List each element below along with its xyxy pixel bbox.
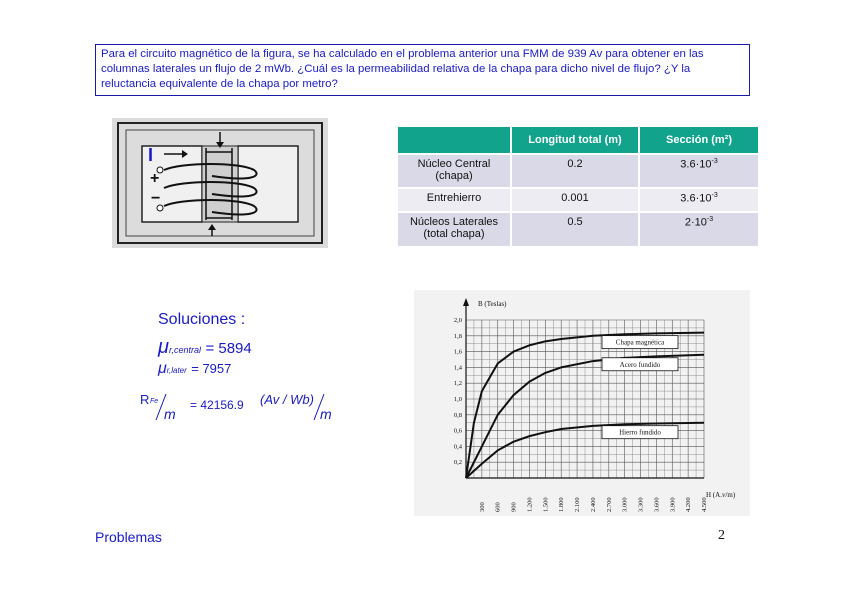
- y-tick-label: 1,0: [453, 396, 462, 403]
- x-tick-label: 2.100: [574, 497, 582, 512]
- row-name: Entrehierro: [398, 188, 511, 212]
- plus-sign: +: [150, 170, 160, 187]
- legend-label: Acero fundido: [619, 360, 661, 369]
- y-tick-label: 1,6: [453, 348, 462, 356]
- x-tick-label: 4.200: [685, 497, 693, 512]
- table-header-row: [398, 127, 759, 154]
- header-cell-empty: [398, 127, 511, 154]
- footer-label: Problemas: [95, 529, 162, 545]
- reluctance-formula: R Fe m = 42156.9 (Av / Wb) m: [140, 392, 332, 422]
- row-length: 0.001: [511, 188, 639, 212]
- legend-label: Hierro fundido: [619, 428, 661, 437]
- x-tick-label: 1.200: [526, 497, 534, 512]
- x-tick-label: 900: [510, 502, 518, 512]
- current-label: I: [148, 145, 154, 165]
- header-section: Sección (m²): [639, 127, 759, 154]
- y-tick-label: 0,8: [453, 411, 462, 419]
- x-tick-label: 1.500: [542, 497, 550, 512]
- x-tick-label: 2.400: [589, 497, 597, 512]
- x-axis-label: H (A.v/m): [706, 491, 736, 499]
- row-section: $3.6\cdot 10^{-3}$: [639, 154, 759, 188]
- solutions-title: Soluciones :: [158, 311, 246, 328]
- table-row: [398, 154, 759, 188]
- x-tick-label: 300: [478, 502, 486, 512]
- row-length: 0.5: [511, 212, 639, 246]
- minus-sign: −: [151, 190, 161, 207]
- row-name: Núcleos Laterales (total chapa): [398, 212, 511, 246]
- y-tick-label: 0,6: [453, 427, 462, 435]
- mu-central-formula: μr,central = 5894: [158, 336, 252, 358]
- row-section: $2\cdot 10^{-3}$: [639, 212, 759, 246]
- x-tick-label: 3.900: [669, 497, 677, 512]
- magnetic-circuit-figure: [112, 118, 328, 248]
- bh-curve-chart: [414, 290, 750, 516]
- row-length: 0.2: [511, 154, 639, 188]
- page-number: 2: [718, 528, 725, 543]
- x-tick-label: 3.300: [637, 497, 645, 512]
- table-row: [398, 188, 759, 212]
- x-tick-label: 3.600: [653, 497, 661, 512]
- y-tick-label: 1,2: [453, 380, 462, 388]
- x-tick-label: 2.700: [605, 497, 613, 512]
- legend-label: Chapa magnética: [615, 338, 665, 347]
- y-tick-label: 0,2: [453, 459, 462, 467]
- table-row: [398, 212, 759, 246]
- y-tick-label: 1,8: [453, 332, 462, 340]
- header-length: Longitud total (m): [511, 127, 639, 154]
- x-tick-label: 600: [494, 502, 502, 512]
- x-tick-label: 1.800: [558, 497, 566, 512]
- row-name: Núcleo Central (chapa): [398, 154, 511, 188]
- y-tick-label: 1,4: [453, 364, 462, 372]
- row-section: $3.6\cdot 10^{-3}$: [639, 188, 759, 212]
- problem-statement: Para el circuito magnético de la figura, se ha calculado en el problema anterior una FMM de 939 Av para obtener en las columnas laterales un flujo de 2 mWb. ¿Cuál es la permeabilidad relativa de la chapa para dicho nivel de flujo? ¿Y la reluctancia equivalente de la chapa por metro?: [95, 44, 750, 96]
- x-tick-label: 4.500: [701, 497, 708, 512]
- x-tick-label: 3.000: [621, 497, 629, 512]
- y-axis-label: B (Teslas): [478, 300, 507, 308]
- mu-later-formula: μr,later = 7957: [158, 360, 232, 377]
- properties-table: [398, 127, 760, 246]
- y-tick-label: 2,0: [453, 317, 462, 324]
- y-tick-label: 0,4: [453, 443, 462, 451]
